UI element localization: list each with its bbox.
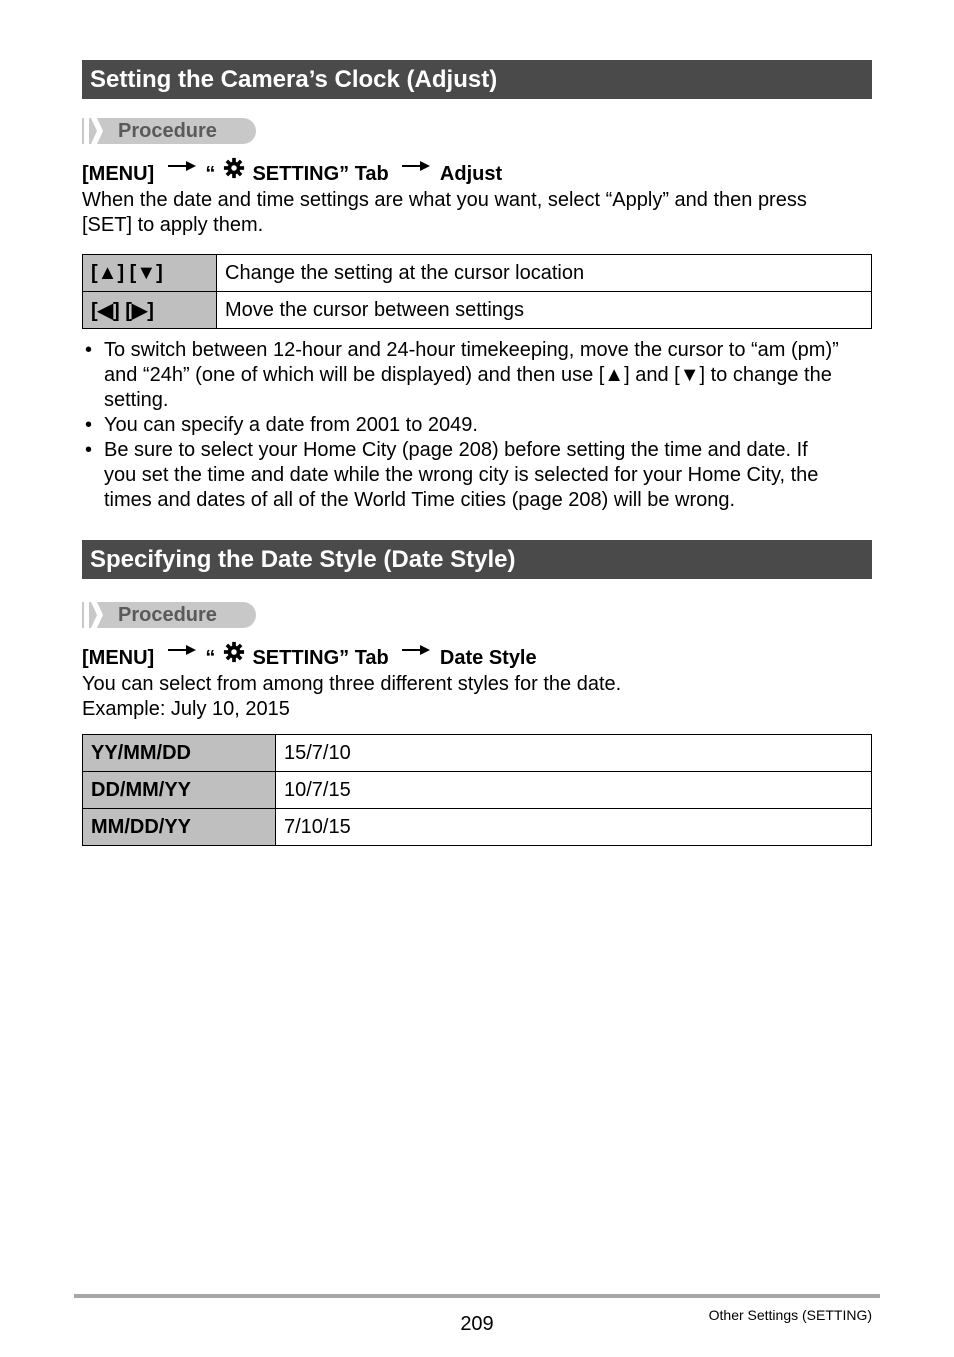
list-item: • Be sure to select your Home City (page 208) before setting the time and date. If you set the time and date while the wrong city is selected for your Home City, the times and dates of all of the World Time cities (page 208) will be wrong. — [85, 439, 819, 511]
list-item: • You can specify a date from 2001 to 2049. — [85, 414, 478, 436]
right-arrow-icon — [394, 637, 434, 663]
section-title-adjust: Setting the Camera’s Clock (Adjust) — [82, 60, 872, 99]
page-number: 209 — [460, 1313, 494, 1335]
tab-name: SETTING” Tab — [252, 162, 389, 185]
date-style-table — [82, 734, 872, 846]
section-title-date-style: Specifying the Date Style (Date Style) — [82, 540, 872, 579]
table-row — [83, 735, 872, 772]
button-description: Move the cursor between settings — [217, 292, 872, 329]
intro-text: You can select from among three different styles for the date. Example: July 10, 2015 — [82, 673, 622, 720]
procedure-marker-icon — [91, 118, 103, 144]
table-row — [83, 255, 872, 292]
date-style-key: YY/MM/DD — [83, 735, 276, 772]
button-key: [◀] [▶] — [83, 292, 217, 329]
right-arrow-icon — [394, 153, 434, 179]
menu-key: [MENU] — [82, 646, 155, 669]
setting-gear-icon — [223, 641, 245, 663]
procedure-marker-icon — [91, 602, 103, 628]
table-row — [83, 292, 872, 329]
button-key: [▲] [▼] — [83, 255, 217, 292]
notes-list — [82, 338, 872, 513]
button-description: Change the setting at the cursor location — [217, 255, 872, 292]
menu-path — [82, 637, 537, 671]
intro-text: When the date and time settings are what you want, select “Apply” and then press [SET] to apply them. — [82, 189, 807, 236]
procedure-label: Procedure — [118, 120, 217, 142]
right-arrow-icon — [160, 637, 200, 663]
table-row — [83, 809, 872, 846]
procedure-badge — [82, 118, 256, 144]
procedure-label: Procedure — [118, 604, 217, 626]
menu-path — [82, 153, 502, 187]
date-style-key: MM/DD/YY — [83, 809, 276, 846]
tab-name: SETTING” Tab — [252, 646, 389, 669]
date-style-example: 10/7/15 — [276, 772, 872, 809]
tab-open-quote: “ — [205, 162, 216, 185]
tab-open-quote: “ — [205, 646, 216, 669]
date-style-example: 15/7/10 — [276, 735, 872, 772]
footer-divider — [74, 1294, 880, 1298]
table-row — [83, 772, 872, 809]
date-style-example: 7/10/15 — [276, 809, 872, 846]
right-arrow-icon — [160, 153, 200, 179]
procedure-badge — [82, 602, 256, 628]
button-table — [82, 254, 872, 329]
date-style-key: DD/MM/YY — [83, 772, 276, 809]
menu-key: [MENU] — [82, 162, 155, 185]
chapter-label: Other Settings (SETTING) — [708, 1307, 872, 1323]
list-item: • To switch between 12-hour and 24-hour timekeeping, move the cursor to “am (pm)” and “24h” (one of which will be displayed) and then use [▲] and [▼] to change the setting. — [85, 339, 839, 411]
menu-item: Date Style — [439, 646, 537, 669]
menu-item: Adjust — [439, 162, 503, 185]
setting-gear-icon — [223, 157, 245, 179]
